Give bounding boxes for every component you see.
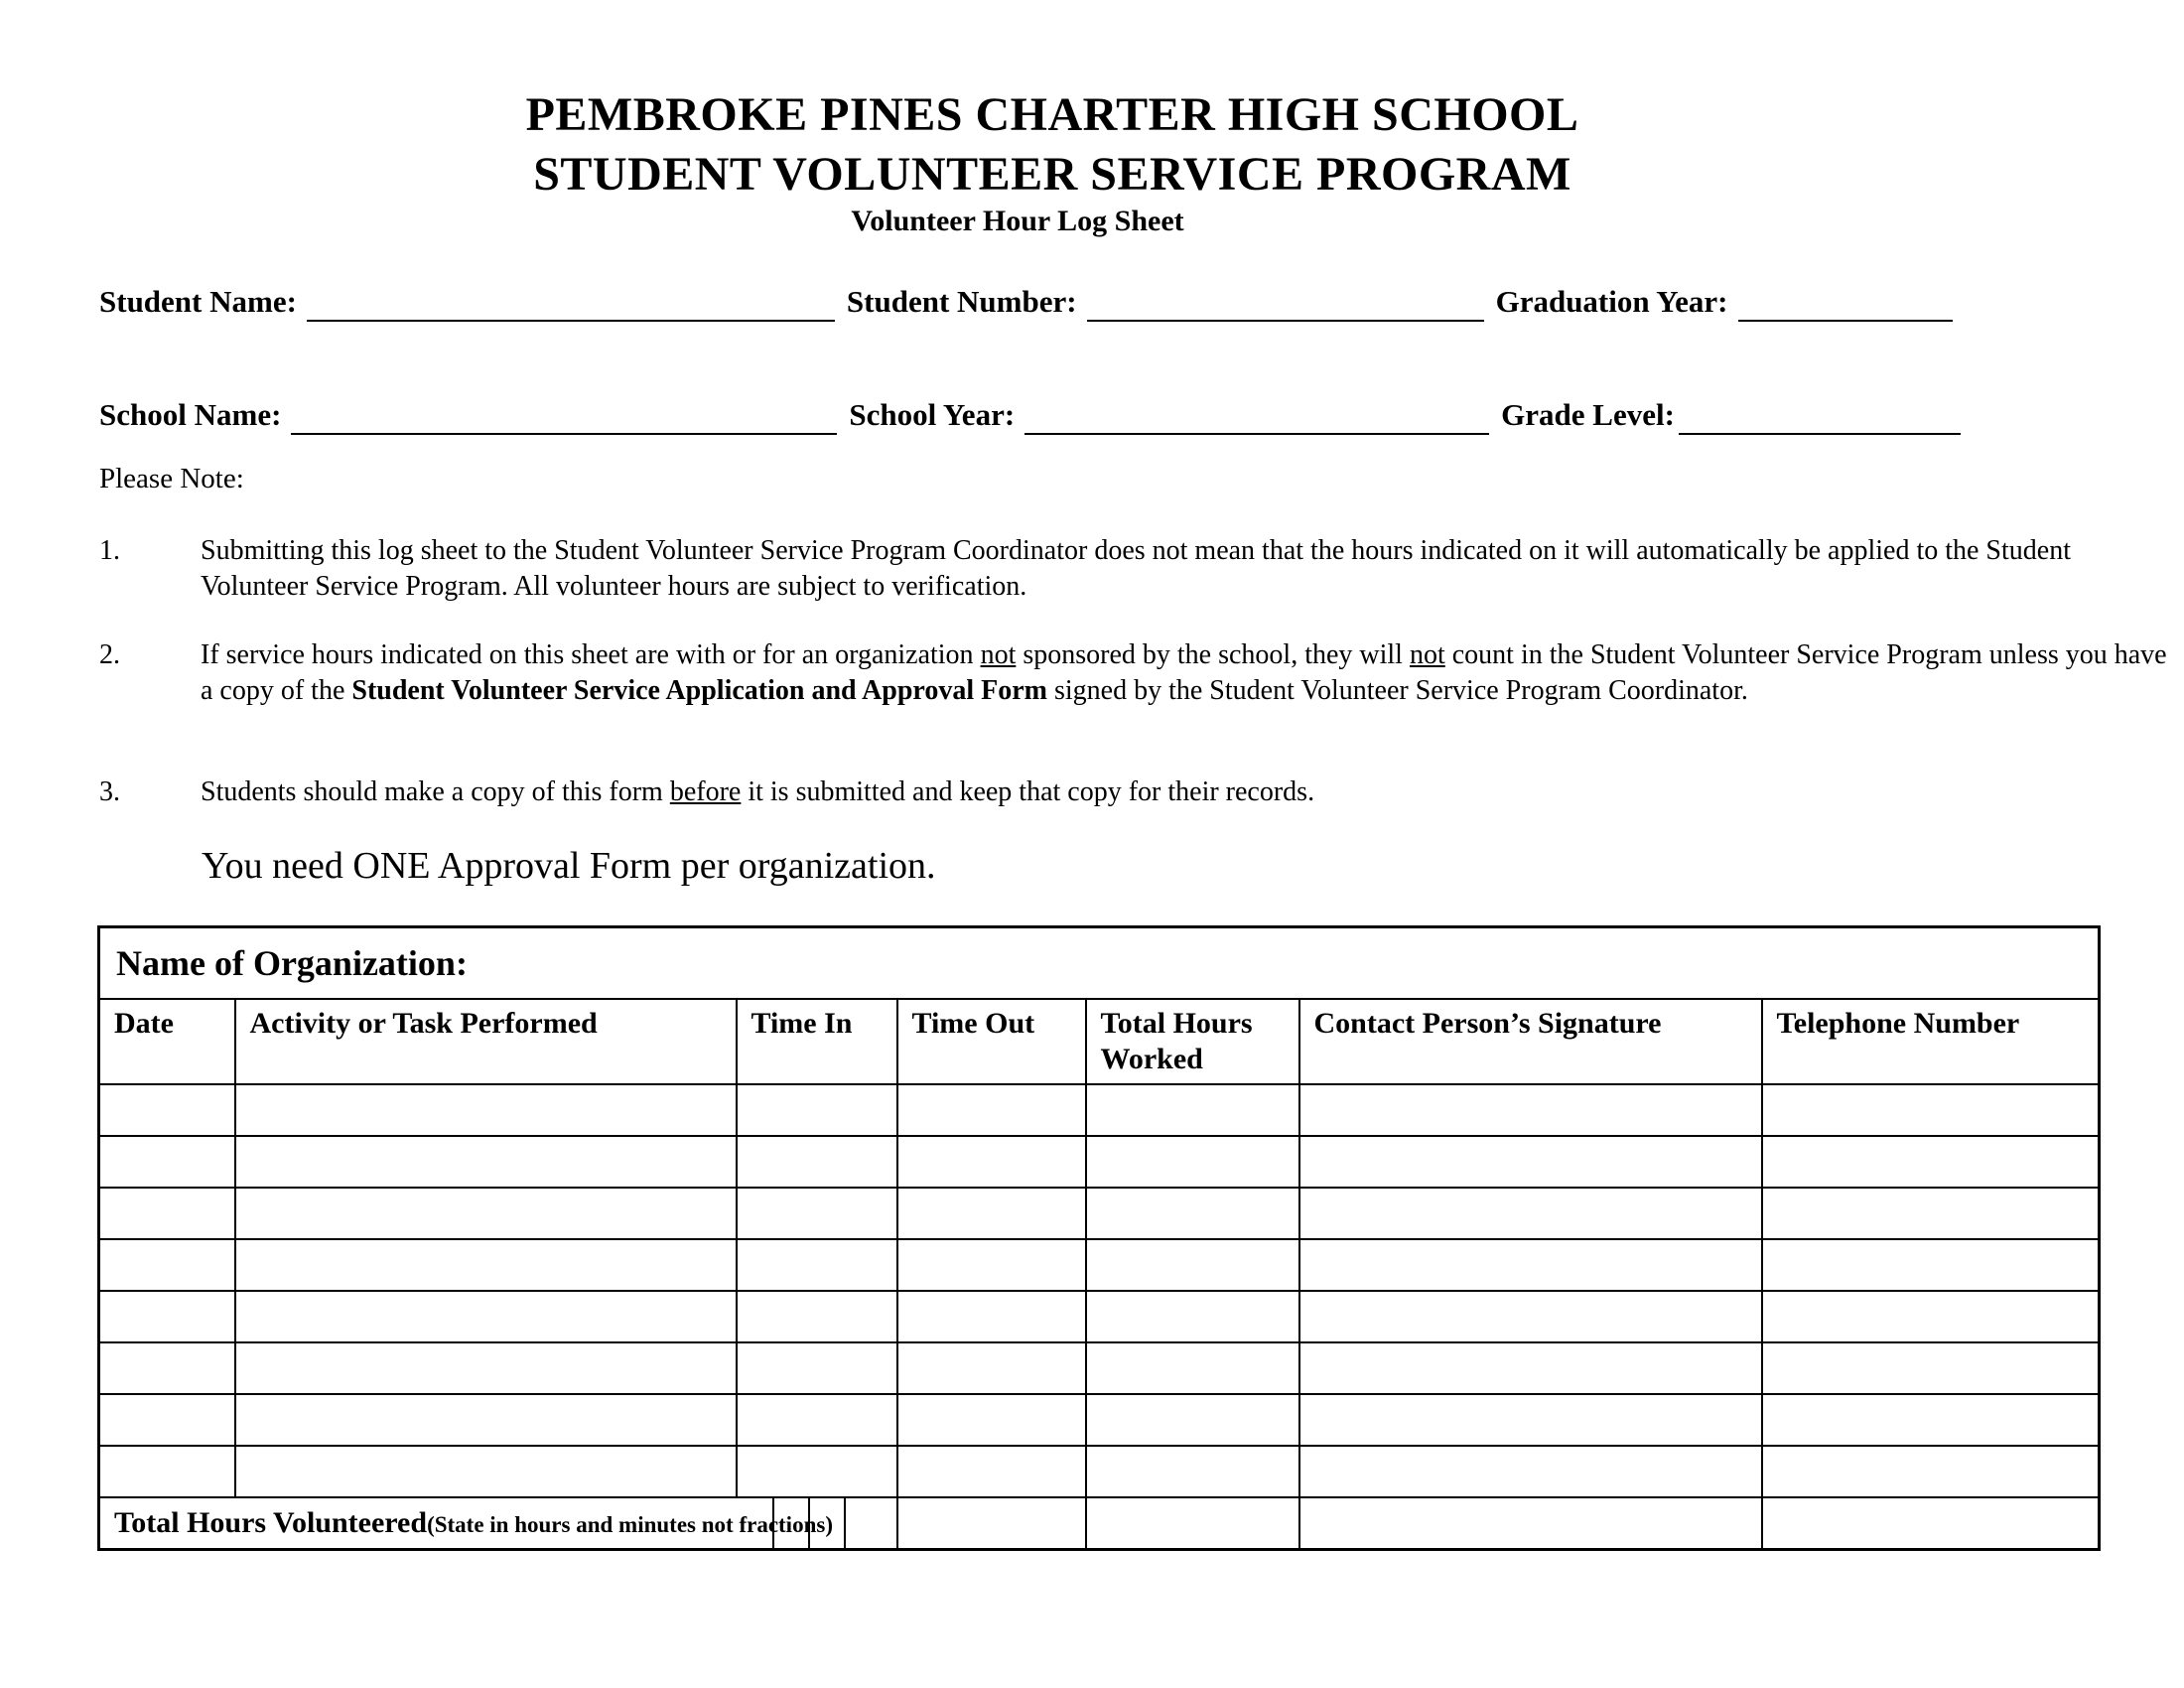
organization-name-label[interactable]: Name of Organization: bbox=[99, 927, 2100, 1000]
note-2-part-a: If service hours indicated on this sheet are with or for an organization bbox=[201, 639, 981, 670]
graduation-year-label: Graduation Year: bbox=[1495, 284, 1728, 319]
note-3-before: before bbox=[669, 776, 742, 807]
total-hours-cell[interactable] bbox=[1086, 1239, 1299, 1291]
note-2-text bbox=[201, 637, 2176, 709]
date-cell[interactable] bbox=[99, 1084, 235, 1136]
activity-cell[interactable] bbox=[235, 1239, 737, 1291]
program-title: STUDENT VOLUNTEER SERVICE PROGRAM bbox=[533, 148, 1571, 201]
approval-form-name: Student Volunteer Service Application and Approval Form bbox=[351, 675, 1047, 706]
total-signature-cell[interactable] bbox=[1299, 1497, 1762, 1550]
time-in-cell[interactable] bbox=[737, 1394, 897, 1446]
col-telephone: Telephone Number bbox=[1762, 999, 2100, 1084]
table-row bbox=[99, 1084, 2100, 1136]
time-out-cell[interactable] bbox=[897, 1239, 1086, 1291]
total-hours-instruction: (State in hours and minutes not fractions) bbox=[427, 1512, 833, 1537]
total-box-4[interactable] bbox=[897, 1497, 1086, 1550]
date-cell[interactable] bbox=[99, 1394, 235, 1446]
telephone-cell[interactable] bbox=[1762, 1291, 2100, 1342]
table-row bbox=[99, 1342, 2100, 1394]
total-box-3[interactable] bbox=[845, 1497, 897, 1550]
date-cell[interactable] bbox=[99, 1188, 235, 1239]
time-in-cell[interactable] bbox=[737, 1446, 897, 1497]
telephone-cell[interactable] bbox=[1762, 1342, 2100, 1394]
date-cell[interactable] bbox=[99, 1446, 235, 1497]
telephone-cell[interactable] bbox=[1762, 1188, 2100, 1239]
total-hours-cell[interactable] bbox=[1086, 1342, 1299, 1394]
note-2-number: 2. bbox=[99, 639, 120, 670]
note-3-part-a: Students should make a copy of this form bbox=[201, 776, 670, 807]
date-cell[interactable] bbox=[99, 1342, 235, 1394]
activity-cell[interactable] bbox=[235, 1291, 737, 1342]
total-row bbox=[99, 1497, 2100, 1550]
note-1-text: Submitting this log sheet to the Student Volunteer Service Program Coordinator does not mean that the hours indicated on it will automatically be applied to the Student Volunteer Service Program. All volunteer hours are subject to verification. bbox=[201, 535, 2071, 602]
time-in-cell[interactable] bbox=[737, 1136, 897, 1188]
signature-cell[interactable] bbox=[1299, 1291, 1762, 1342]
activity-cell[interactable] bbox=[235, 1394, 737, 1446]
table-row bbox=[99, 1394, 2100, 1446]
total-hours-cell[interactable] bbox=[1086, 1394, 1299, 1446]
signature-cell[interactable] bbox=[1299, 1394, 1762, 1446]
signature-cell[interactable] bbox=[1299, 1136, 1762, 1188]
total-hours-cell[interactable] bbox=[1086, 1188, 1299, 1239]
time-out-cell[interactable] bbox=[897, 1446, 1086, 1497]
telephone-cell[interactable] bbox=[1762, 1239, 2100, 1291]
school-year-field[interactable] bbox=[1024, 397, 1489, 435]
date-cell[interactable] bbox=[99, 1136, 235, 1188]
total-hours-cell[interactable] bbox=[1086, 1136, 1299, 1188]
time-out-cell[interactable] bbox=[897, 1394, 1086, 1446]
telephone-cell[interactable] bbox=[1762, 1394, 2100, 1446]
table-row bbox=[99, 1188, 2100, 1239]
signature-cell[interactable] bbox=[1299, 1188, 1762, 1239]
approval-note: You need ONE Approval Form per organization. bbox=[202, 845, 936, 887]
col-total-hours: Total Hours Worked bbox=[1086, 999, 1299, 1084]
telephone-cell[interactable] bbox=[1762, 1084, 2100, 1136]
total-hours-title: Total Hours Volunteered bbox=[114, 1506, 428, 1539]
activity-cell[interactable] bbox=[235, 1136, 737, 1188]
note-2-part-c: count in the Student Volunteer Service Program unless you have a copy of the bbox=[201, 639, 2167, 706]
total-hours-cell[interactable] bbox=[1086, 1291, 1299, 1342]
time-out-cell[interactable] bbox=[897, 1342, 1086, 1394]
table-row bbox=[99, 1136, 2100, 1188]
note-2-not-2: not bbox=[1409, 639, 1445, 670]
telephone-cell[interactable] bbox=[1762, 1446, 2100, 1497]
total-hours-cell[interactable] bbox=[1086, 1084, 1299, 1136]
school-name-field[interactable] bbox=[291, 397, 837, 435]
activity-cell[interactable] bbox=[235, 1342, 737, 1394]
col-activity: Activity or Task Performed bbox=[235, 999, 737, 1084]
signature-cell[interactable] bbox=[1299, 1342, 1762, 1394]
time-in-cell[interactable] bbox=[737, 1239, 897, 1291]
signature-cell[interactable] bbox=[1299, 1446, 1762, 1497]
col-contact-signature: Contact Person’s Signature bbox=[1299, 999, 1762, 1084]
graduation-year-field[interactable] bbox=[1738, 284, 1953, 322]
table-row bbox=[99, 1291, 2100, 1342]
sheet-title: Volunteer Hour Log Sheet bbox=[851, 205, 1184, 237]
note-3-number: 3. bbox=[99, 776, 120, 807]
total-hours-cell[interactable] bbox=[1086, 1446, 1299, 1497]
school-year-label: School Year: bbox=[849, 397, 1016, 432]
note-2-part-b: sponsored by the school, they will bbox=[1016, 639, 1410, 670]
student-name-label: Student Name: bbox=[99, 284, 297, 319]
time-out-cell[interactable] bbox=[897, 1188, 1086, 1239]
time-out-cell[interactable] bbox=[897, 1291, 1086, 1342]
note-2-part-d: signed by the Student Volunteer Service Program Coordinator. bbox=[1047, 675, 1748, 706]
activity-cell[interactable] bbox=[235, 1446, 737, 1497]
school-name-label: School Name: bbox=[99, 397, 282, 432]
col-time-out: Time Out bbox=[897, 999, 1086, 1084]
school-info-row bbox=[99, 391, 2045, 435]
time-in-cell[interactable] bbox=[737, 1342, 897, 1394]
time-out-cell[interactable] bbox=[897, 1136, 1086, 1188]
grade-level-label: Grade Level: bbox=[1501, 397, 1675, 432]
student-number-label: Student Number: bbox=[846, 284, 1077, 319]
note-2-not-1: not bbox=[980, 639, 1017, 670]
telephone-cell[interactable] bbox=[1762, 1136, 2100, 1188]
col-date: Date bbox=[99, 999, 235, 1084]
date-cell[interactable] bbox=[99, 1239, 235, 1291]
note-3-part-b: it is submitted and keep that copy for their records. bbox=[741, 776, 1315, 807]
time-in-cell[interactable] bbox=[737, 1291, 897, 1342]
time-in-cell[interactable] bbox=[737, 1084, 897, 1136]
time-in-cell[interactable] bbox=[737, 1188, 897, 1239]
table-row bbox=[99, 1239, 2100, 1291]
date-cell[interactable] bbox=[99, 1291, 235, 1342]
col-time-in: Time In bbox=[737, 999, 897, 1084]
volunteer-log-table bbox=[97, 925, 2101, 1551]
student-info-row bbox=[99, 278, 2045, 322]
notes-heading: Please Note: bbox=[99, 463, 244, 494]
school-title: PEMBROKE PINES CHARTER HIGH SCHOOL bbox=[525, 88, 1579, 141]
signature-cell[interactable] bbox=[1299, 1239, 1762, 1291]
student-name-field[interactable] bbox=[307, 284, 835, 322]
student-number-field[interactable] bbox=[1087, 284, 1484, 322]
note-3-text bbox=[201, 774, 2176, 810]
total-hours-label bbox=[99, 1497, 833, 1550]
note-1-number: 1. bbox=[99, 535, 120, 566]
grade-level-field[interactable] bbox=[1679, 397, 1961, 435]
activity-cell[interactable] bbox=[235, 1084, 737, 1136]
signature-cell[interactable] bbox=[1299, 1084, 1762, 1136]
total-telephone-cell[interactable] bbox=[1762, 1497, 2100, 1550]
activity-cell[interactable] bbox=[235, 1188, 737, 1239]
time-out-cell[interactable] bbox=[897, 1084, 1086, 1136]
total-hours-sum-cell[interactable] bbox=[1086, 1497, 1299, 1550]
table-row bbox=[99, 1446, 2100, 1497]
